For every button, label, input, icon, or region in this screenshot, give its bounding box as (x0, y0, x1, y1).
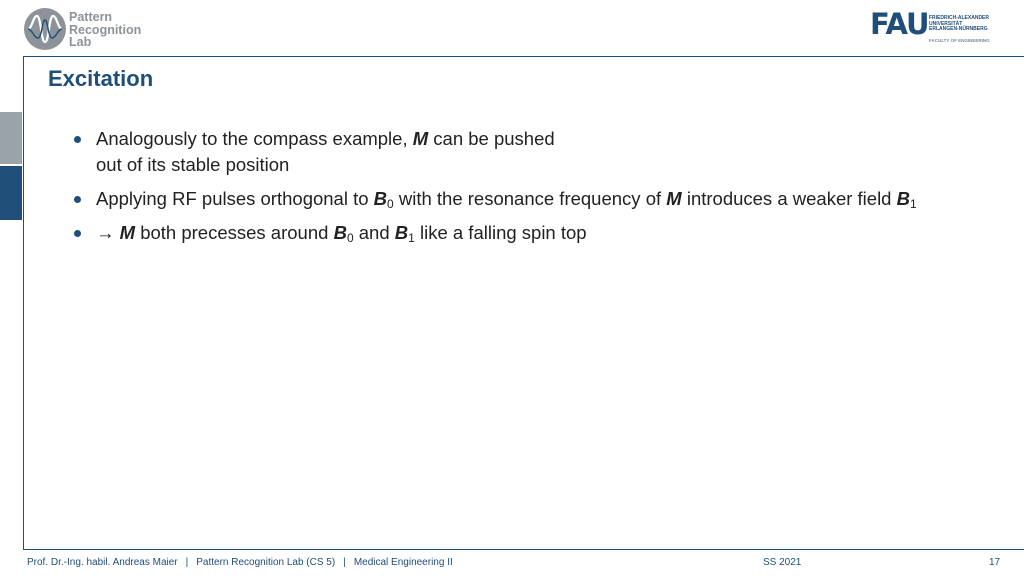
symbol-b: B (373, 188, 388, 209)
bullet-text: out of its stable position (96, 154, 290, 175)
symbol-b: B (896, 188, 910, 209)
fau-university-name (929, 16, 989, 33)
bullet-text: like a falling spin top (414, 222, 587, 243)
pattern-recognition-lab-logo (24, 8, 174, 54)
fau-wordmark: FAU (870, 7, 929, 41)
lab-logo-line: Lab (69, 35, 92, 49)
slide-title: Excitation (48, 66, 154, 91)
subscript: 0 (387, 197, 394, 211)
symbol-m: M (119, 222, 136, 243)
subscript: 1 (909, 197, 917, 211)
subscript: 0 (346, 231, 354, 245)
page-number: 17 (989, 557, 1001, 568)
symbol-b: B (333, 222, 347, 243)
lab-logo-text (69, 11, 141, 49)
bullet-text: introduces a weaker field (681, 188, 897, 209)
fau-name-line: ERLANGEN-NÜRNBERG (929, 26, 988, 33)
fau-name-line: FRIEDRICH-ALEXANDER (929, 15, 989, 21)
footer-author: Prof. Dr.-Ing. habil. Andreas Maier (27, 557, 178, 568)
footer-course: Medical Engineering II (353, 557, 453, 568)
subscript: 1 (408, 231, 415, 245)
symbol-b: B (394, 222, 409, 243)
footer-separator: | (343, 557, 346, 568)
lab-logo-icon (24, 8, 66, 50)
lab-logo-line: Pattern (69, 10, 113, 24)
bullet-dot-icon (74, 136, 81, 143)
arrow-symbol: → (96, 222, 115, 243)
footer-lab: Pattern Recognition Lab (CS 5) (196, 557, 336, 568)
fau-faculty: FACULTY OF ENGINEERING (929, 38, 990, 43)
bullet-dot-icon (74, 196, 81, 203)
bullet-dot-icon (74, 230, 81, 237)
bullet-item (72, 126, 1012, 178)
bullet-text: Analogously to the compass example, (96, 128, 413, 149)
bullet-text: both precesses around (135, 222, 334, 243)
side-tab-inactive (0, 112, 22, 164)
bullet-item (72, 220, 1012, 246)
bullet-list (72, 126, 1012, 254)
side-tab-active (0, 166, 22, 220)
bullet-item (72, 186, 1012, 212)
fau-logo (870, 9, 1000, 45)
symbol-m: M (412, 128, 429, 149)
bullet-text: and (353, 222, 395, 243)
bullet-text: Applying RF pulses orthogonal to (96, 188, 374, 209)
bullet-text: can be pushed (428, 128, 555, 149)
footer (27, 557, 453, 568)
footer-semester: SS 2021 (763, 557, 802, 568)
symbol-m: M (666, 188, 682, 209)
fau-name-line: UNIVERSITÄT (929, 20, 963, 27)
footer-separator: | (185, 557, 189, 568)
lab-logo-line: Recognition (69, 22, 142, 37)
bullet-text: with the resonance frequency of (393, 188, 667, 209)
